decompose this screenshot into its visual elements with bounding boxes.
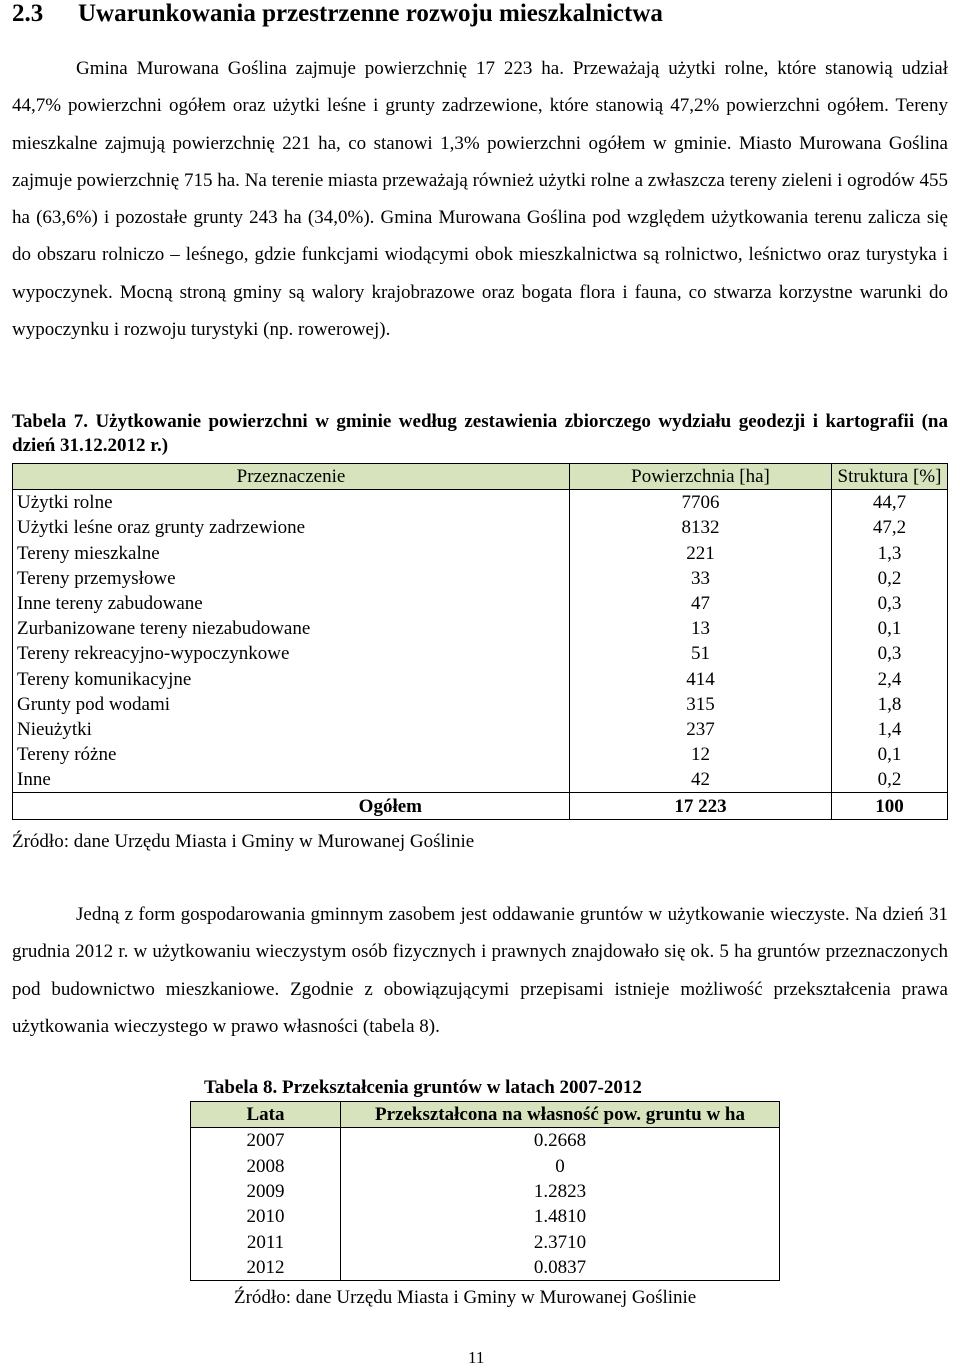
table-cell: 0,1 [832, 616, 948, 641]
table-row [191, 1154, 780, 1179]
table-cell: 2008 [191, 1154, 341, 1179]
column-header: Powierzchnia [ha] [570, 464, 832, 490]
table-cell: 13 [570, 616, 832, 641]
table-row [13, 667, 948, 692]
section-title: Uwarunkowania przestrzenne rozwoju mieszkalnictwa [78, 0, 663, 27]
table-7-source: Źródło: dane Urzędu Miasta i Gminy w Murowanej Goślinie [12, 831, 475, 852]
table-cell: 2012 [191, 1255, 341, 1281]
table-cell: 1,8 [832, 692, 948, 717]
table-row [13, 616, 948, 641]
table-cell: 2010 [191, 1204, 341, 1229]
table-cell: 47 [570, 591, 832, 616]
table-row [13, 692, 948, 717]
table-cell: 0,1 [832, 742, 948, 767]
table-7-caption: Tabela 7. Użytkowanie powierzchni w gminie według zestawienia zbiorczego wydziału geodezji i kartografii (na dzień 31.12.2012 r.) [12, 411, 948, 456]
table-cell: 44,7 [832, 490, 948, 516]
table-row [191, 1255, 780, 1281]
table-cell: 0,2 [832, 566, 948, 591]
column-header: Lata [191, 1102, 341, 1128]
table-cell: 100 [832, 793, 948, 819]
paragraph-land-use [12, 50, 948, 348]
table-cell: 12 [570, 742, 832, 767]
table-cell: 0 [341, 1154, 780, 1179]
table-row [13, 591, 948, 616]
table-total-row [13, 793, 948, 819]
table-cell: Tereny przemysłowe [13, 566, 570, 591]
table-row [13, 515, 948, 540]
table-cell: 1,4 [832, 717, 948, 742]
table-row [191, 1128, 780, 1154]
table-row [13, 641, 948, 666]
table-cell: 17 223 [570, 793, 832, 819]
table-cell: Nieużytki [13, 717, 570, 742]
table-cell: 2011 [191, 1229, 341, 1254]
table-cell: Inne [13, 767, 570, 793]
table-cell: 47,2 [832, 515, 948, 540]
table-cell: 2009 [191, 1179, 341, 1204]
paragraph-text: Jedną z form gospodarowania gminnym zasobem jest oddawanie gruntów w użytkowanie wieczyste. Na dzień 31 grudnia 2012 r. w użytkowaniu wieczystym osób fizycznych i prawnych znajdowało się ok. 5 ha gruntów przeznaczonych pod budownictwo mieszkaniowe. Zgodnie z obowiązującymi przepisami istnieje możliwość przekształcenia prawa użytkowania wieczystego w prawo własności (tabela 8). [12, 904, 948, 1037]
table-cell: 0.0837 [341, 1255, 780, 1281]
table-cell: 221 [570, 541, 832, 566]
table-row [191, 1179, 780, 1204]
table-cell: 0.2668 [341, 1128, 780, 1154]
table-cell: 42 [570, 767, 832, 793]
column-header: Przekształcona na własność pow. gruntu w ha [341, 1102, 780, 1128]
table-header-row [13, 464, 948, 490]
table-cell: Ogółem [13, 793, 570, 819]
table-cell: 8132 [570, 515, 832, 540]
paragraph-perpetual-usufruct [12, 896, 948, 1045]
paragraph-text: Gmina Murowana Goślina zajmuje powierzchnię 17 223 ha. Przeważają użytki rolne, które stanowią udział 44,7% powierzchni ogółem oraz użytki leśne i grunty zadrzewione, które stanowią 47,2% powierzchni ogółem. Tereny mieszkalne zajmują powierzchnię 221 ha, co stanowi 1,3% powierzchni ogółem w gminie. Miasto Murowana Goślina zajmuje powierzchnię 715 ha. Na terenie miasta przeważają również użytki rolne a zwłaszcza tereny zieleni i ogrodów 455 ha (63,6%) i pozostałe grunty 243 ha (34,0%). Gmina Murowana Goślina pod względem użytkowania terenu zalicza się do obszaru rolniczo – leśnego, gdzie funkcjami wiodącymi obok mieszkalnictwa są rolnictwo, leśnictwo oraz turystyka i wypoczynek. Mocną stroną gminy są walory krajobrazowe oraz bogata flora i fauna, co stwarza korzystne warunki do wypoczynku i rozwoju turystyki (np. rowerowej). [12, 58, 948, 341]
table-row [191, 1229, 780, 1254]
table-cell: 237 [570, 717, 832, 742]
table-cell: 0,3 [832, 591, 948, 616]
table-cell: Inne tereny zabudowane [13, 591, 570, 616]
table-cell: Zurbanizowane tereny niezabudowane [13, 616, 570, 641]
table-cell: Grunty pod wodami [13, 692, 570, 717]
table-cell: 0,2 [832, 767, 948, 793]
column-header: Struktura [%] [832, 464, 948, 490]
table-8-caption: Tabela 8. Przekształcenia gruntów w latach 2007-2012 [204, 1077, 642, 1098]
table-8-source: Źródło: dane Urzędu Miasta i Gminy w Murowanej Goślinie [234, 1287, 697, 1308]
table-row [13, 541, 948, 566]
table-cell: 1.4810 [341, 1204, 780, 1229]
table-cell: Tereny różne [13, 742, 570, 767]
table-row [13, 490, 948, 516]
section-number: 2.3 [12, 0, 44, 27]
table-cell: Tereny rekreacyjno-wypoczynkowe [13, 641, 570, 666]
page-number: 11 [468, 1348, 485, 1367]
table-cell: 1,3 [832, 541, 948, 566]
table-row [13, 742, 948, 767]
table-cell: 2,4 [832, 667, 948, 692]
table-cell: 315 [570, 692, 832, 717]
table-row [13, 566, 948, 591]
table-7 [12, 463, 948, 820]
table-header-row [191, 1102, 780, 1128]
table-cell: 0,3 [832, 641, 948, 666]
section-heading [12, 0, 663, 30]
table-cell: Użytki rolne [13, 490, 570, 516]
table-cell: 51 [570, 641, 832, 666]
table-row [13, 717, 948, 742]
table-row [13, 767, 948, 793]
table-cell: 7706 [570, 490, 832, 516]
table-cell: Tereny komunikacyjne [13, 667, 570, 692]
table-cell: 2.3710 [341, 1229, 780, 1254]
table-cell: Użytki leśne oraz grunty zadrzewione [13, 515, 570, 540]
column-header: Przeznaczenie [13, 464, 570, 490]
table-cell: 2007 [191, 1128, 341, 1154]
table-cell: 1.2823 [341, 1179, 780, 1204]
table-row [191, 1204, 780, 1229]
table-cell: 33 [570, 566, 832, 591]
table-8 [190, 1101, 780, 1281]
table-cell: 414 [570, 667, 832, 692]
table-cell: Tereny mieszkalne [13, 541, 570, 566]
